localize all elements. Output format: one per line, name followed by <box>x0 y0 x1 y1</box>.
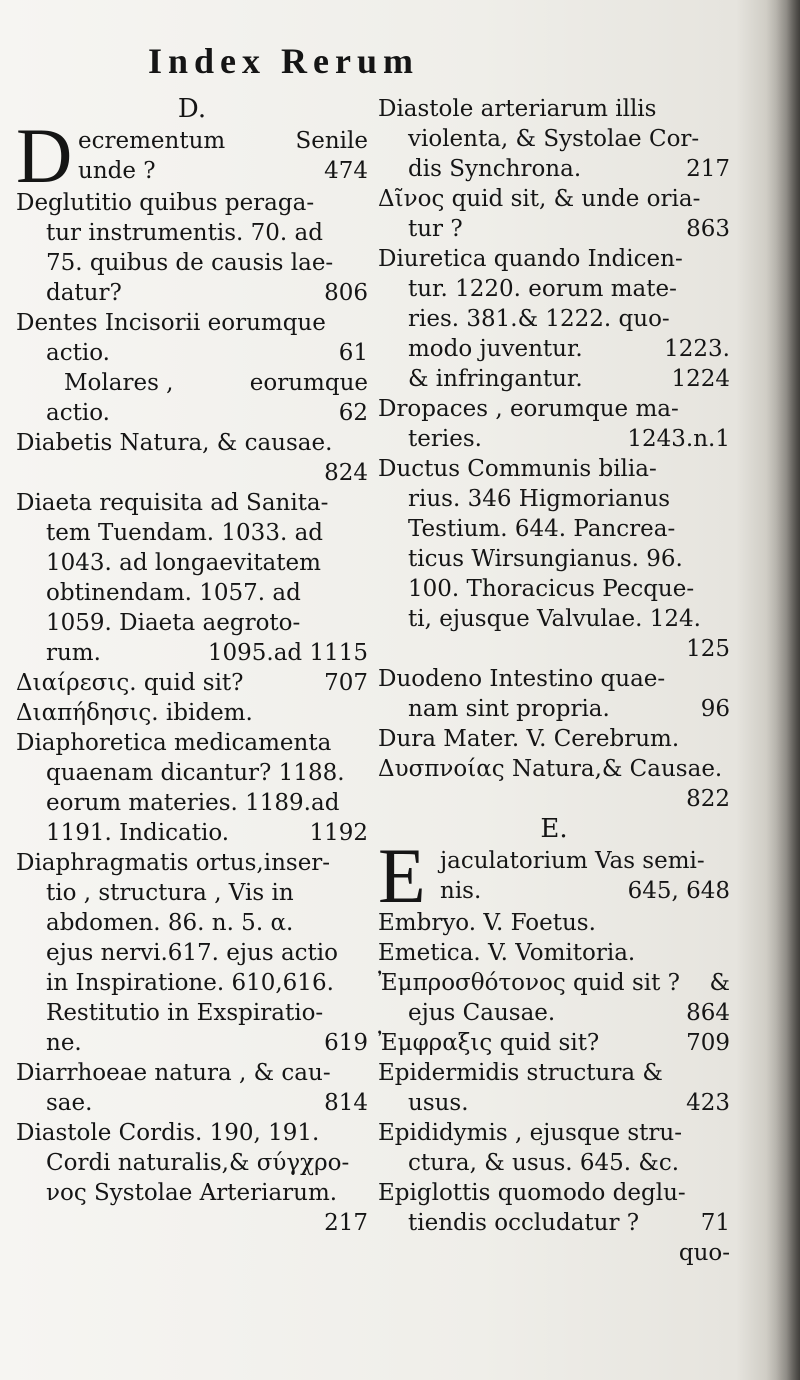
page-number: 709 <box>686 1030 730 1056</box>
index-text: abdomen. 86. n. 5. α. <box>46 910 294 936</box>
index-line <box>16 1028 368 1058</box>
index-line <box>16 818 368 848</box>
page-number: 1095.ad 1115 <box>207 640 368 666</box>
page-number: 645, 648 <box>627 878 730 904</box>
page-number: Senile <box>295 128 368 154</box>
index-line <box>378 754 730 784</box>
index-text: obtinendam. 1057. ad <box>46 580 301 606</box>
index-text: ctura, & usus. 645. &c. <box>408 1150 680 1176</box>
index-line <box>378 1178 730 1208</box>
page-header: Index Rerum <box>148 41 419 81</box>
index-line <box>378 1058 730 1088</box>
index-line <box>16 968 368 998</box>
index-line <box>378 908 730 938</box>
index-line <box>378 1118 730 1148</box>
index-text: tur ? <box>408 216 463 242</box>
index-text: tiendis occludatur ? <box>408 1210 640 1236</box>
index-line <box>16 488 368 518</box>
index-line <box>378 1208 730 1238</box>
page-number: 61 <box>338 340 368 366</box>
index-line <box>378 334 730 364</box>
index-line <box>378 184 730 214</box>
index-text: 1059. Diaeta aegroto- <box>46 610 301 636</box>
index-line <box>16 788 368 818</box>
index-text: actio. <box>46 400 110 426</box>
index-text: Δυσπνοίας Natura,& Causae. <box>378 756 723 782</box>
index-text: Diabetis Natura, & causae. <box>16 430 333 456</box>
index-line <box>16 548 368 578</box>
index-text: Epiglottis quomodo deglu- <box>378 1180 686 1206</box>
page-number: 1243.n.1 <box>627 426 730 452</box>
index-line <box>16 1058 368 1088</box>
index-text: Ἐμφραξις quid sit? <box>378 1030 600 1056</box>
page-number: 806 <box>324 280 368 306</box>
index-text: usus. <box>408 1090 469 1116</box>
index-text: actio. <box>46 340 110 366</box>
index-text: modo juventur. <box>408 336 583 362</box>
index-line <box>16 368 368 398</box>
index-line <box>378 124 730 154</box>
index-line <box>378 1028 730 1058</box>
index-text: tio , structura , Vis in <box>46 880 294 906</box>
page-number: 217 <box>324 1210 368 1236</box>
page-number: 125 <box>686 636 730 662</box>
right-column <box>378 94 730 1268</box>
page-number: 474 <box>324 158 368 184</box>
index-text: violenta, & Systolae Cor- <box>408 126 700 152</box>
index-text: Ductus Communis bilia- <box>378 456 657 482</box>
index-line <box>16 218 368 248</box>
index-text: 75. quibus de causis lae- <box>46 250 334 276</box>
left-column <box>16 94 368 1238</box>
page-number: 96 <box>700 696 730 722</box>
index-text: dis Synchrona. <box>408 156 582 182</box>
index-text: unde ? <box>78 158 156 184</box>
index-text: ejus Causae. <box>408 1000 556 1026</box>
index-text: in Inspiratione. 610,616. <box>46 970 334 996</box>
page-number: 814 <box>324 1090 368 1116</box>
index-line <box>378 544 730 574</box>
page-number: 1192 <box>309 820 368 846</box>
index-line <box>16 458 368 488</box>
section-letter-d: D. <box>177 94 207 124</box>
index-line <box>378 214 730 244</box>
index-line <box>16 338 368 368</box>
index-text: Δῖνος quid sit, & unde oria- <box>378 186 701 212</box>
index-line <box>378 724 730 754</box>
index-line <box>16 1148 368 1178</box>
index-text: sae. <box>46 1090 93 1116</box>
index-line <box>378 998 730 1028</box>
index-line <box>378 424 730 454</box>
index-line <box>378 694 730 724</box>
page-number: 217 <box>686 156 730 182</box>
index-line <box>16 1208 368 1238</box>
index-line <box>16 878 368 908</box>
index-text: Diarrhoeae natura , & cau- <box>16 1060 331 1086</box>
index-line <box>16 278 368 308</box>
section-letter-e: E. <box>540 814 568 844</box>
index-line <box>378 784 730 814</box>
index-line <box>16 698 368 728</box>
index-text: Diastole arteriarum illis <box>378 96 657 122</box>
page-number: 1224 <box>671 366 730 392</box>
index-line <box>378 574 730 604</box>
index-text: & infringantur. <box>408 366 583 392</box>
dropcap-letter: D <box>16 112 73 199</box>
index-text: Embryo. V. Foetus. <box>378 910 596 936</box>
index-line <box>440 876 730 906</box>
index-line <box>16 938 368 968</box>
page-number: 1223. <box>664 336 730 362</box>
index-text: Testium. 644. Pancrea- <box>408 516 676 542</box>
index-text: Diastole Cordis. 190, 191. <box>16 1120 320 1146</box>
index-text: tur. 1220. eorum mate- <box>408 276 677 302</box>
page-number: 62 <box>338 400 368 426</box>
index-line <box>378 664 730 694</box>
index-text: Dropaces , eorumque ma- <box>378 396 679 422</box>
index-text: ti, ejusque Valvulae. 124. <box>408 606 701 632</box>
index-line <box>16 308 368 338</box>
index-text: Emetica. V. Vomitoria. <box>378 940 636 966</box>
index-line <box>78 126 368 156</box>
index-line <box>378 938 730 968</box>
index-text: nam sint propria. <box>408 696 610 722</box>
index-line <box>378 634 730 664</box>
index-line <box>16 428 368 458</box>
index-line <box>378 484 730 514</box>
index-line <box>378 304 730 334</box>
index-line <box>378 274 730 304</box>
page-number: 619 <box>324 1030 368 1056</box>
page-number: 71 <box>700 1210 730 1236</box>
index-line <box>16 1088 368 1118</box>
index-line <box>378 94 730 124</box>
index-line <box>16 398 368 428</box>
page-number: quo- <box>678 1240 730 1266</box>
index-line <box>16 1118 368 1148</box>
dropcap-entry <box>378 832 730 919</box>
index-text: Duodeno Intestino quae- <box>378 666 666 692</box>
index-line <box>16 758 368 788</box>
index-line <box>378 364 730 394</box>
index-text: Cordi naturalis,& σύγχρο- <box>46 1150 350 1176</box>
index-text: Molares , <box>64 370 174 396</box>
index-line <box>16 728 368 758</box>
index-line <box>16 188 368 218</box>
index-line <box>378 968 730 998</box>
index-text: Diaphragmatis ortus,inser- <box>16 850 331 876</box>
index-text: Dentes Incisorii eorumque <box>16 310 326 336</box>
index-line <box>16 668 368 698</box>
index-text: Diaeta requisita ad Sanita- <box>16 490 329 516</box>
index-text: Ἐμπροσθότονος quid sit ? <box>378 970 681 996</box>
index-text: rum. <box>46 640 101 666</box>
index-text: 100. Thoracicus Pecque- <box>408 576 695 602</box>
index-text: Διαπήδησις. ibidem. <box>16 700 253 726</box>
page-number: 864 <box>686 1000 730 1026</box>
index-text: νος Systolae Arteriarum. <box>46 1180 338 1206</box>
index-text: datur? <box>46 280 122 306</box>
index-text: Epididymis , ejusque stru- <box>378 1120 683 1146</box>
index-text: Deglutitio quibus peraga- <box>16 190 315 216</box>
index-line <box>378 514 730 544</box>
index-line <box>378 154 730 184</box>
index-text: tem Tuendam. 1033. ad <box>46 520 324 546</box>
index-text: ejus nervi.617. ejus actio <box>46 940 338 966</box>
index-text: teries. <box>408 426 482 452</box>
index-text: ries. 381.& 1222. quo- <box>408 306 670 332</box>
index-line <box>440 846 730 876</box>
index-text: rius. 346 Higmorianus <box>408 486 671 512</box>
index-line <box>378 394 730 424</box>
page-number: eorumque <box>249 370 368 396</box>
index-line <box>378 1148 730 1178</box>
index-line <box>378 604 730 634</box>
dropcap-letter: E <box>378 832 426 919</box>
dropcap-entry <box>16 112 368 199</box>
index-text: Restitutio in Exspiratio- <box>46 1000 324 1026</box>
index-text: eorum materies. 1189.ad <box>46 790 340 816</box>
index-text: 1191. Indicatio. <box>46 820 230 846</box>
index-line <box>16 998 368 1028</box>
index-text: ecrementum <box>78 128 226 154</box>
index-text: nis. <box>440 878 482 904</box>
index-line <box>16 638 368 668</box>
index-text: ticus Wirsungianus. 96. <box>408 546 683 572</box>
index-line <box>16 578 368 608</box>
index-text: quaenam dicantur? 1188. <box>46 760 345 786</box>
index-text: Epidermidis structura & <box>378 1060 663 1086</box>
page-number: 707 <box>324 670 368 696</box>
index-text: Diaphoretica medicamenta <box>16 730 332 756</box>
page-number: 822 <box>686 786 730 812</box>
index-text: jaculatorium Vas semi- <box>440 848 705 874</box>
index-text: tur instrumentis. 70. ad <box>46 220 323 246</box>
index-text: Διαίρεσις. quid sit? <box>16 670 244 696</box>
page-number: & <box>709 970 730 996</box>
index-line <box>16 848 368 878</box>
page-number: 423 <box>686 1090 730 1116</box>
index-line <box>16 1178 368 1208</box>
index-line <box>378 1238 730 1268</box>
page-number: 863 <box>686 216 730 242</box>
index-line <box>16 608 368 638</box>
index-line <box>378 244 730 274</box>
index-line <box>16 518 368 548</box>
index-line <box>378 1088 730 1118</box>
page-edge-shadow <box>766 0 800 1380</box>
index-line <box>16 248 368 278</box>
index-text: Diuretica quando Indicen- <box>378 246 683 272</box>
index-text: 1043. ad longaevitatem <box>46 550 321 576</box>
index-line <box>16 908 368 938</box>
index-text: Dura Mater. V. Cerebrum. <box>378 726 680 752</box>
index-text: ne. <box>46 1030 82 1056</box>
page-number: 824 <box>324 460 368 486</box>
index-line <box>378 454 730 484</box>
index-line <box>78 156 368 186</box>
